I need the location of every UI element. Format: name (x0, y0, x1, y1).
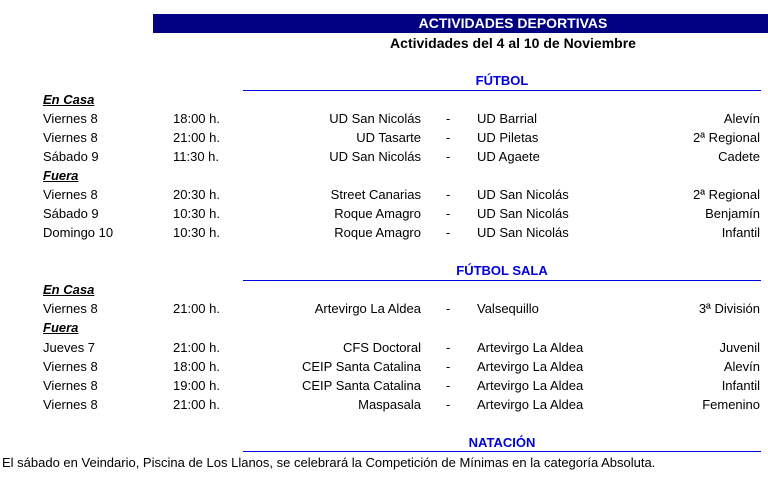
category: 3ª División (698, 301, 760, 316)
separator: - (446, 359, 451, 374)
home-team: Roque Amagro (334, 225, 421, 240)
match-day: Viernes 8 (43, 301, 98, 316)
match-day: Viernes 8 (43, 187, 98, 202)
page-banner (153, 14, 768, 33)
match-day: Viernes 8 (43, 111, 98, 126)
home-team: CEIP Santa Catalina (302, 359, 421, 374)
table-row (0, 223, 768, 242)
away-team: UD San Nicolás (477, 206, 569, 221)
match-day: Jueves 7 (43, 340, 96, 355)
match-day: Domingo 10 (43, 225, 114, 240)
match-day: Sábado 9 (43, 206, 99, 221)
table-row (0, 204, 768, 223)
category: 2ª Regional (693, 187, 760, 202)
table-row (0, 109, 768, 128)
separator: - (446, 397, 451, 412)
separator: - (446, 130, 451, 145)
home-team: UD San Nicolás (329, 111, 421, 126)
match-time: 18:00 h. (173, 111, 220, 126)
away-team: Valsequillo (477, 301, 539, 316)
table-row (0, 185, 768, 204)
section-title-natacion: NATACIÓN (468, 435, 536, 450)
table-row (0, 357, 768, 376)
group-label-en-casa: En Casa (43, 92, 95, 107)
table-row (0, 147, 768, 166)
away-team: UD Piletas (477, 130, 539, 145)
page-subtitle: Actividades del 4 al 10 de Noviembre (390, 35, 636, 51)
home-team: UD Tasarte (356, 130, 421, 145)
match-time: 10:30 h. (173, 206, 220, 221)
section-divider (243, 280, 761, 281)
category: Alevín (723, 359, 760, 374)
group-label-fuera: Fuera (43, 320, 79, 335)
match-day: Viernes 8 (43, 130, 98, 145)
away-team: Artevirgo La Aldea (477, 378, 584, 393)
match-time: 10:30 h. (173, 225, 220, 240)
page-title: ACTIVIDADES DEPORTIVAS (418, 15, 608, 31)
away-team: UD Agaete (477, 149, 540, 164)
separator: - (446, 378, 451, 393)
swimming-note: El sábado en Veindario, Piscina de Los Llanos, se celebrará la Competición de Mínimas en la categoría Absoluta. (2, 455, 656, 470)
category: Benjamín (705, 206, 760, 221)
match-time: 11:30 h. (173, 149, 220, 164)
match-time: 19:00 h. (173, 378, 220, 393)
separator: - (446, 187, 451, 202)
section-title-futbol: FÚTBOL (475, 73, 529, 88)
away-team: UD San Nicolás (477, 225, 569, 240)
section-title-futbol-sala: FÚTBOL SALA (456, 263, 548, 278)
home-team: Street Canarias (330, 187, 421, 202)
category: Alevín (723, 111, 760, 126)
separator: - (446, 225, 451, 240)
match-time: 18:00 h. (173, 359, 220, 374)
category: 2ª Regional (693, 130, 760, 145)
match-time: 21:00 h. (173, 130, 220, 145)
category: Femenino (702, 397, 760, 412)
category: Cadete (718, 149, 760, 164)
away-team: Artevirgo La Aldea (477, 359, 584, 374)
group-label-en-casa: En Casa (43, 282, 95, 297)
section-divider (243, 90, 761, 91)
category: Juvenil (719, 340, 760, 355)
match-time: 21:00 h. (173, 301, 220, 316)
match-time: 20:30 h. (173, 187, 220, 202)
match-time: 21:00 h. (173, 397, 220, 412)
category: Infantil (721, 378, 760, 393)
separator: - (446, 149, 451, 164)
match-day: Viernes 8 (43, 378, 98, 393)
away-team: Artevirgo La Aldea (477, 340, 584, 355)
home-team: UD San Nicolás (329, 149, 421, 164)
home-team: Roque Amagro (334, 206, 421, 221)
match-day: Viernes 8 (43, 359, 98, 374)
home-team: Maspasala (358, 397, 421, 412)
table-row (0, 376, 768, 395)
home-team: CFS Doctoral (342, 340, 421, 355)
group-label-fuera: Fuera (43, 168, 79, 183)
away-team: Artevirgo La Aldea (477, 397, 584, 412)
separator: - (446, 111, 451, 126)
match-day: Sábado 9 (43, 149, 99, 164)
table-row (0, 395, 768, 414)
match-day: Viernes 8 (43, 397, 98, 412)
home-team: CEIP Santa Catalina (302, 378, 421, 393)
category: Infantil (721, 225, 760, 240)
section-divider (243, 451, 761, 452)
table-row (0, 299, 768, 318)
separator: - (446, 301, 451, 316)
table-row (0, 128, 768, 147)
table-row (0, 338, 768, 357)
away-team: UD Barrial (477, 111, 537, 126)
separator: - (446, 340, 451, 355)
match-time: 21:00 h. (173, 340, 220, 355)
away-team: UD San Nicolás (477, 187, 569, 202)
home-team: Artevirgo La Aldea (314, 301, 421, 316)
separator: - (446, 206, 451, 221)
